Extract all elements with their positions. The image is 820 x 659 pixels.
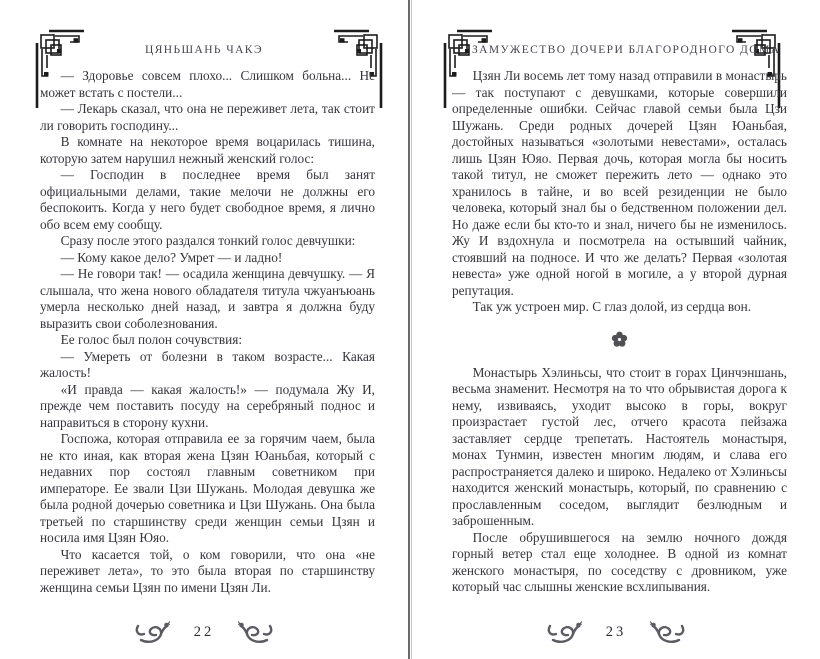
page-left-body (40, 68, 375, 603)
page-left-footer (0, 619, 408, 645)
page-right (412, 0, 820, 659)
snake-ornament-icon (546, 619, 582, 645)
paragraph: Ее голос был полон сочувствия: (60, 332, 243, 347)
snake-ornament-icon (650, 619, 686, 645)
snake-ornament-icon (134, 619, 170, 645)
page-number-right: 23 (605, 623, 627, 640)
paragraph: Цзян Ли восемь лет тому назад отправили в монастырь — так поступают с девушками, которые совершили определенные ошибки. Сейчас главой семьи была Цзи Шужань. Среди родных дочерей Цзян Юаньбая, достойных называться «золотыми невестами», осталась лишь Цзян Юяо. Первая дочь, которая могла бы носить такой титул, не сможет пережить лето — однако это хранилось в тайне, и во всей резиденции не было человека, который знал бы о бедственном положении дел. Но даже если бы кто-то и знал, ничего бы не изменилось. Жу И вздохнула и посмотрела на остывший чайник, стоявший на подносе. И что же делать? Первая «золотая невеста» уже одной ногой в могиле, а у второй дурная репутация. (452, 68, 787, 298)
page-right-body (452, 68, 787, 603)
paragraph: — Не говори так! — осадила женщина девчушку. — Я слышала, что жена нового обладателя титула чжуанъюань умерла несколько дней назад, и завтра я должна буду выразить свои соболезнования. (40, 266, 375, 331)
paragraph: Так уж устроен мир. С глаз долой, из сердца вон. (472, 299, 752, 314)
paragraph: — Кому какое дело? Умрет — и ладно! (60, 249, 283, 265)
page-left (0, 0, 408, 659)
page-number-left: 22 (193, 623, 215, 640)
paragraph: Госпожа, которая отправила ее за горячим чаем, была не кто иная, как вторая жена Цзян Юаньбая, который с недавних пор состоял главным советником при императоре. Ее звали Цзи Шужань. Молодая девушка же была родной дочерью советника и Цзи Шужань. Она была третьей по старшинству среди женщин семьи Цзян и носила имя Цзян Юяо. (40, 431, 375, 545)
paragraph: Что касается той, о ком говорили, что она «не переживет лета», то это была вторая по старшинству женщина семьи Цзян по имени Цзян Ли. (40, 546, 375, 595)
paragraph: — Господин в последнее время был занят официальными делами, такие мелочи не должны его беспокоить. Когда у него будет свободное время, я лично обо всем ему сообщу. (40, 167, 375, 232)
paragraph: Монастырь Хэлиньсы, что стоит в горах Цинчэншань, весьма знаменит. Несмотря на то что обрывистая дорога к нему, извиваясь, уходит высоко в горы, вокруг произрастает густой лес, отчего красота пейзажа заставляет сердце трепетать. Настоятель монастыря, монах Тунмин, известен многим людям, и слава его распространяется далеко и широко. Недалеко от Хэлиньсы находится женский монастырь, который, по сравнению с прославленным соседом, выглядит безлюдным и заброшенным. (452, 364, 787, 528)
paragraph: В комнате на некоторое время воцарилась тишина, которую затем нарушил нежный женский голос: (40, 134, 375, 166)
paragraph: «И правда — какая жалость!» — подумала Жу И, прежде чем поставить посуду на серебряный поднос и направиться в сторону кухни. (40, 381, 375, 430)
paragraph: — Здоровье совсем плохо... Слишком больна... Не может встать с постели... (40, 68, 375, 100)
flower-divider-icon (611, 331, 628, 348)
section-divider (452, 331, 787, 348)
paragraph: Сразу после этого раздался тонкий голос девчушки: (60, 233, 356, 248)
running-header-right: ЗАМУЖЕСТВО ДОЧЕРИ БЛАГОРОДНОГО ДОМА (472, 44, 781, 56)
paragraph: — Умереть от болезни в таком возрасте... Какая жалость! (40, 348, 375, 380)
paragraph: После обрушившегося на землю ночного дождя горный ветер стал еще холоднее. В одной из комнат женского монастыря, по соседству с дровником, уже который час слышны женские всхлипывания. (452, 529, 787, 594)
page-right-footer (412, 619, 820, 645)
snake-ornament-icon (238, 619, 274, 645)
paragraph: — Лекарь сказал, что она не переживет лета, так стоит ли говорить господину... (40, 101, 375, 133)
running-header-left: ЦЯНЬШАНЬ ЧАКЭ (145, 44, 263, 56)
